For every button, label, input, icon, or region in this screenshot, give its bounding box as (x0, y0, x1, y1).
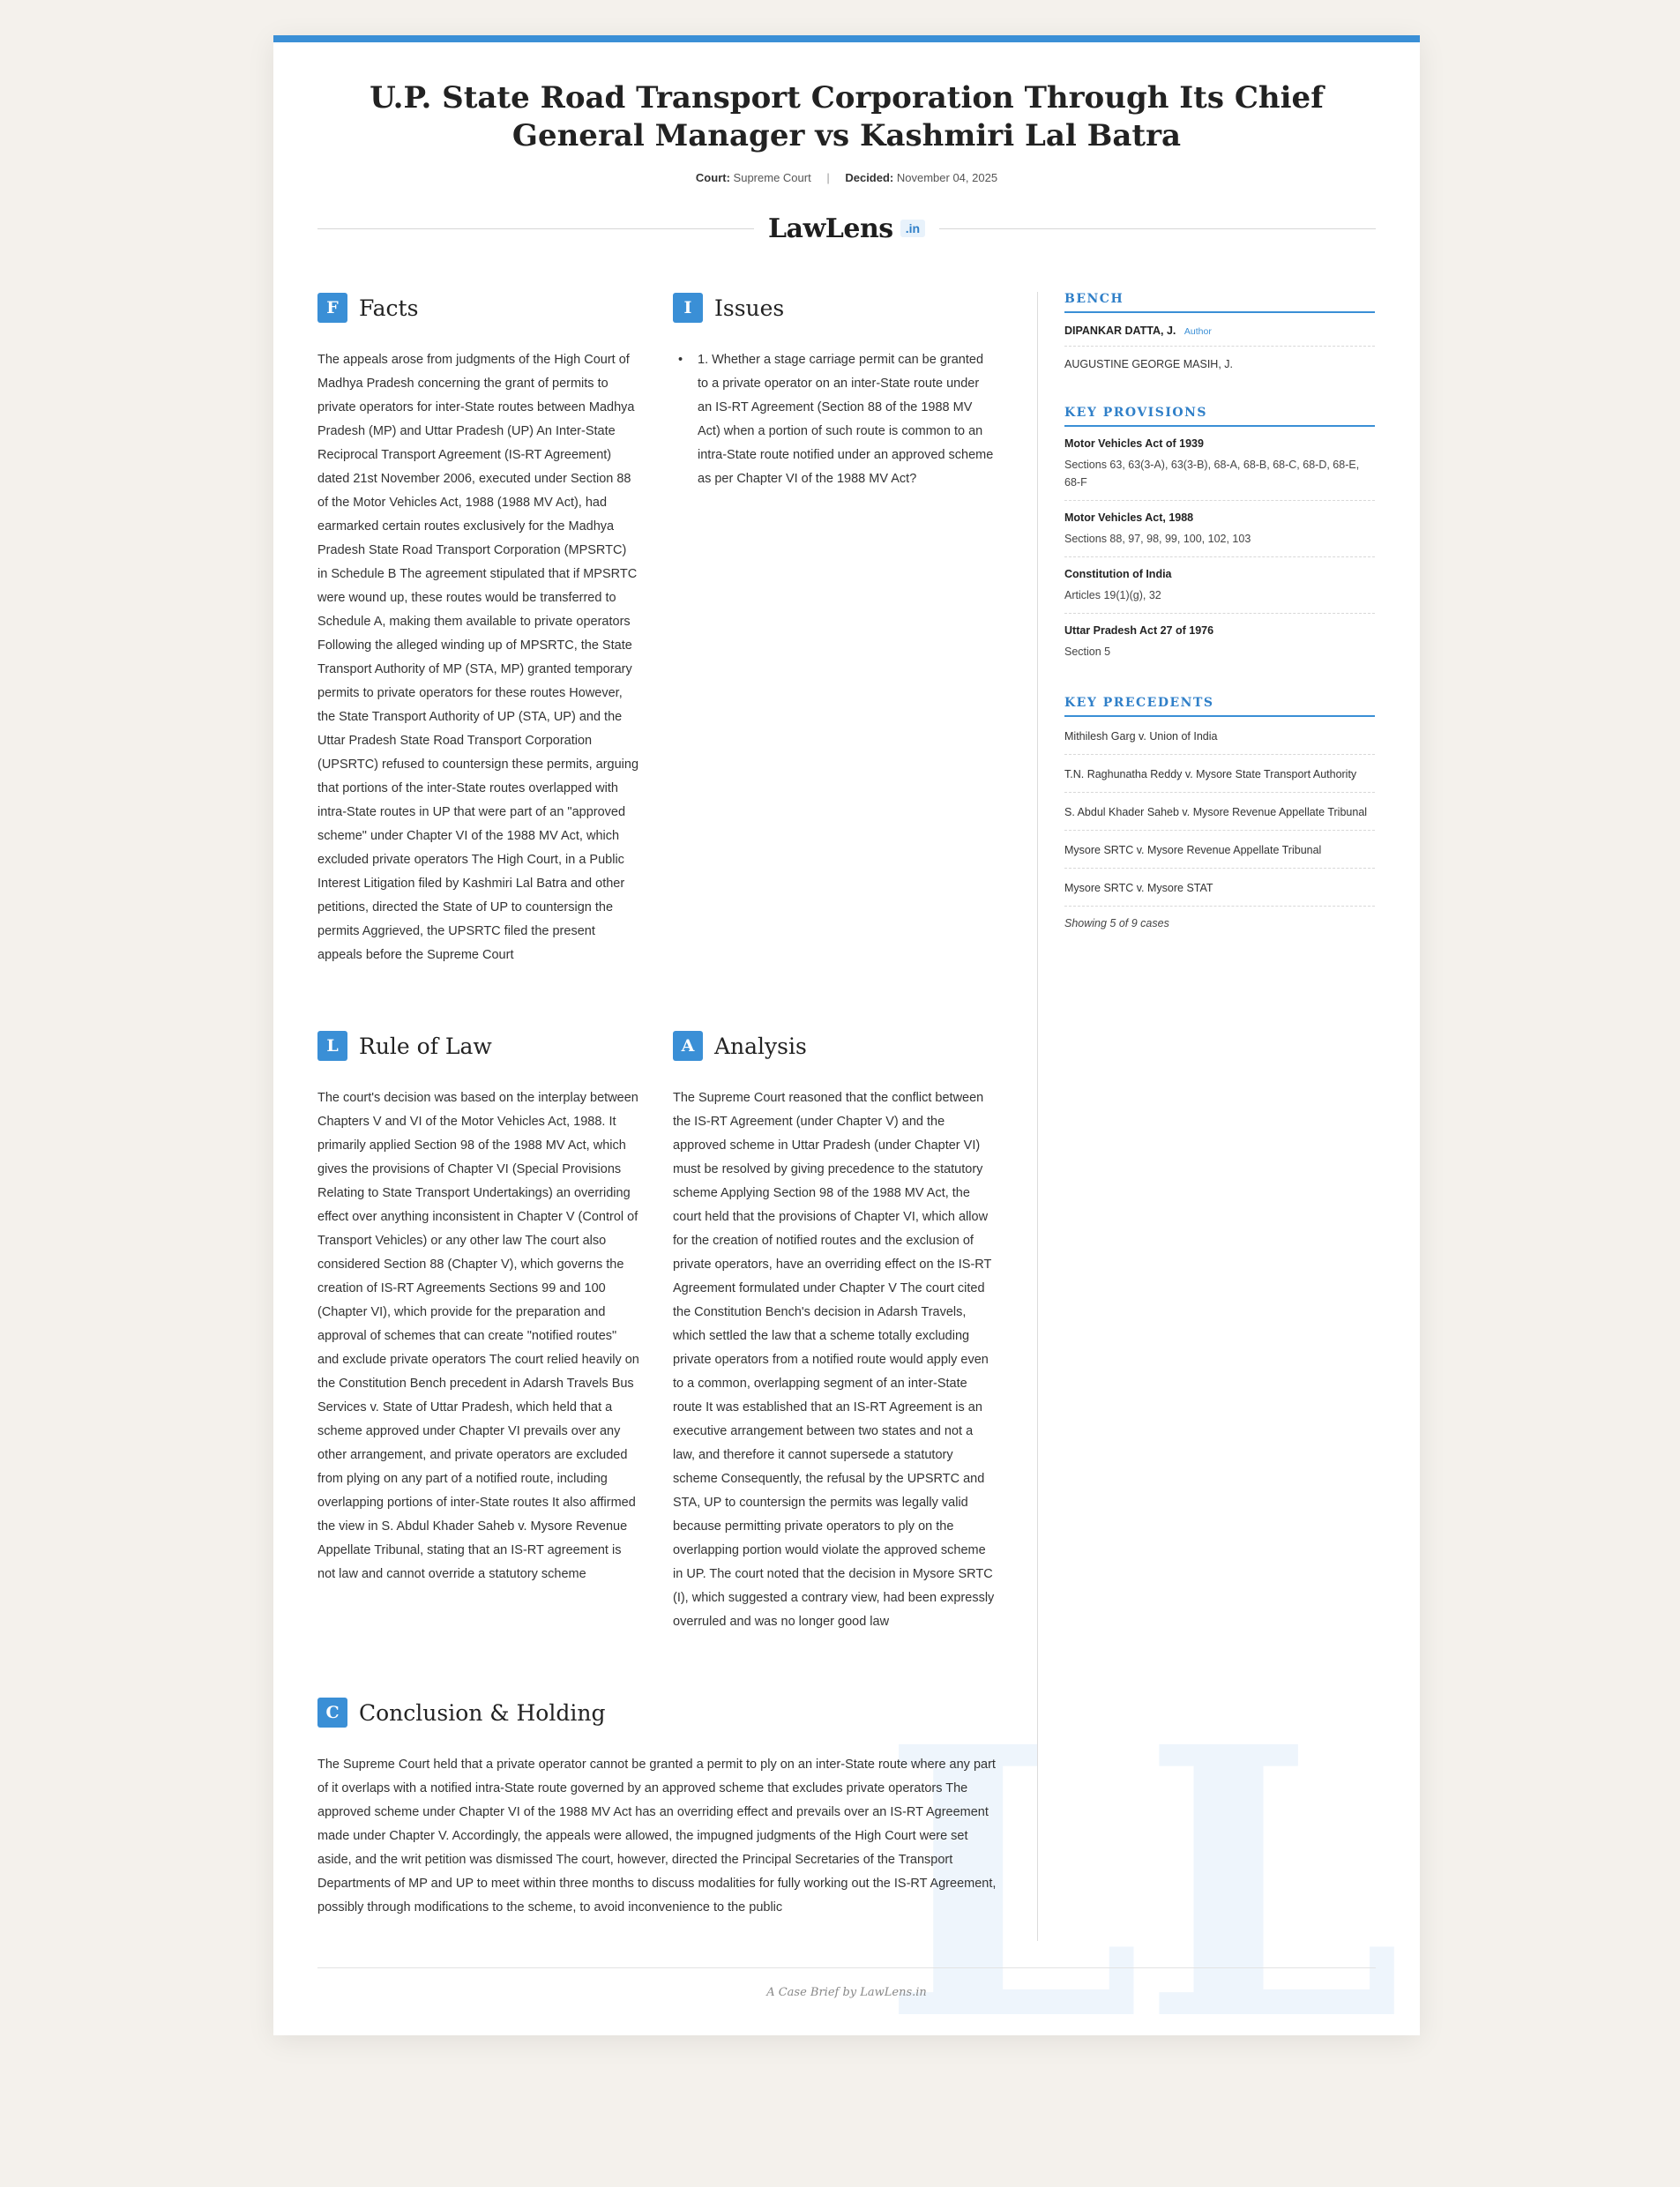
conclusion-badge: C (317, 1698, 347, 1728)
issue-item: • 1. Whether a stage carriage permit can be granted to a private operator on an inter-State route under an IS-RT Agreement (Section 88 of the 1988 MV Act) when a portion of such route is common to an intra-State route notified under an approved scheme as per Chapter VI of the 1988 MV Act? (678, 348, 995, 491)
precedent-item[interactable]: S. Abdul Khader Saheb v. Mysore Revenue Appellate Tribunal (1064, 793, 1375, 831)
case-brief-page (273, 35, 1420, 2035)
case-header (273, 42, 1420, 246)
provision-sections: Sections 88, 97, 98, 99, 100, 102, 103 (1064, 533, 1251, 545)
brand-tld: .in (900, 220, 925, 237)
brand-watermark: LL (881, 1668, 1402, 2035)
divider-right (939, 228, 1376, 229)
footer-credit: A Case Brief by LawLens.in (766, 1986, 927, 1999)
bench-heading: BENCH (1064, 292, 1375, 313)
court-label: Court: (695, 171, 730, 184)
judge-name: DIPANKAR DATTA, J. (1064, 325, 1176, 337)
brand-name: LawLens (767, 213, 893, 244)
analysis-text: The Supreme Court reasoned that the conflict between the IS-RT Agreement (under Chapter V) and the approved scheme in Uttar Pradesh (under Chapter VI) must be resolved by giving precedence to the statutory scheme Applying Section 98 of the 1988 MV Act, the court held that the provisions of Chapter VI, which allow for the creation of notified routes and the exclusion of private operators, have an overriding effect on the IS-RT Agreement formulated under Chapter V The court cited the Constitution Bench's decision in Adarsh Travels, which settled the law that a scheme totally excluding private operators from a notified route would apply even to a common, overlapping segment of an inter-State route It was established that an IS-RT Agreement is an executive arrangement between two states and not a law, and therefore it cannot supersede a statutory scheme Consequently, the refusal by the UPSRTC and STA, UP to countersign the permits was legally valid because permitting private operators to ply on the overlapping portion would violate the approved scheme in UP. The court noted that the decision in Mysore SRTC (I), which suggested a contrary view, had been expressly overruled and was no longer good law (673, 1091, 995, 1629)
decided-label: Decided: (845, 171, 894, 184)
analysis-title: Analysis (714, 1033, 807, 1059)
provision-sections: Section 5 (1064, 646, 1111, 658)
provision-item (1064, 427, 1375, 501)
issues-section (673, 292, 995, 491)
provisions-block (1064, 406, 1375, 669)
author-tag: Author (1183, 326, 1212, 337)
conclusion-text: The Supreme Court held that a private operator cannot be granted a permit to ply on an inter-State route where any part of it overlaps with a notified intra-State route governed by an approved scheme that excludes private operators The approved scheme under Chapter VI of the 1988 MV Act has an overriding effect and prevails over an IS-RT Agreement made under Chapter V. Accordingly, the appeals were allowed, the impugned judgments of the High Court were set aside, and the writ petition was dismissed The court, however, directed the Principal Secretaries of the Transport Departments of MP and UP to meet within three months to discuss modalities for fully working out the IS-RT Agreement, possibly through modifications to the scheme, to avoid inconvenience to the public (317, 1758, 997, 1915)
provision-item (1064, 557, 1375, 614)
facts-text: The appeals arose from judgments of the High Court of Madhya Pradesh concerning the grant of permits to private operators for inter-State routes between Madhya Pradesh (MP) and Uttar Pradesh (UP) An Inter-State Reciprocal Transport Agreement (IS-RT Agreement) dated 21st November 2006, executed under Section 88 of the Motor Vehicles Act, 1988 (1988 MV Act), had earmarked certain routes exclusively for the Madhya Pradesh State Road Transport Corporation (MPSRTC) in Schedule B The agreement stipulated that if MPSRTC were wound up, these routes would be transferred to Schedule A, making them available to private operators Following the alleged winding up of MPSRTC, the State Transport Authority of MP (STA, MP) granted temporary permits to private operators for these routes However, the State Transport Authority of UP (STA, UP) and the Uttar Pradesh State Road Transport Corporation (UPSRTC) refused to countersign these permits, arguing that portions of the inter-State routes overlapped with intra-State routes in UP that were part of an "approved scheme" under Chapter VI of the 1988 MV Act, which excluded private operators The High Court, in a Public Interest Litigation filed by Kashmiri Lal Batra and other petitions, directed the State of UP to countersign the permits Aggrieved, the UPSRTC filed the present appeals before the Supreme Court (317, 353, 639, 962)
sidebar (1037, 292, 1377, 1941)
rule-text: The court's decision was based on the interplay between Chapters V and VI of the Motor Vehicles Act, 1988. It primarily applied Section 98 of the 1988 MV Act, which gives the provisions of Chapter VI (Special Provisions Relating to State Transport Undertakings) an overriding effect over anything inconsistent in Chapter V (Control of Transport Vehicles) or any other law The court also considered Section 88 (Chapter V), which governs the creation of IS-RT Agreements Sections 99 and 100 (Chapter VI), which provide for the preparation and approval of schemes that can create "notified routes" and exclude private operators The court relied heavily on the Constitution Bench precedent in Adarsh Travels Bus Services v. State of Uttar Pradesh, which held that a scheme approved under Chapter VI prevails over any other arrangement, and private operators are excluded from plying on any part of a notified route, including overlapping portions of inter-State routes It also affirmed the view in S. Abdul Khader Saheb v. Mysore Revenue Appellate Tribunal, stating that an IS-RT agreement is not law and cannot override a statutory scheme (317, 1091, 639, 1581)
rule-header (317, 1030, 639, 1062)
bench-judge (1064, 313, 1375, 347)
facts-section (317, 292, 639, 967)
footer (317, 1967, 1376, 1999)
provision-act: Uttar Pradesh Act 27 of 1976 (1064, 624, 1214, 637)
case-title: U.P. State Road Transport Corporation Through Its Chief General Manager vs Kashmiri Lal Batra (370, 80, 1324, 153)
conclusion-section (317, 1697, 997, 1920)
meta-separator: | (826, 171, 830, 184)
analysis-badge: A (673, 1031, 703, 1061)
bench-block (1064, 292, 1375, 379)
divider-left (317, 228, 754, 229)
case-meta (273, 171, 1420, 184)
provision-sections: Articles 19(1)(g), 32 (1064, 589, 1161, 601)
precedents-block (1064, 696, 1375, 929)
conclusion-title: Conclusion & Holding (359, 1699, 606, 1726)
provision-sections: Sections 63, 63(3-A), 63(3-B), 68-A, 68-B, 68-C, 68-D, 68-E, 68-F (1064, 459, 1360, 489)
judge-name: AUGUSTINE GEORGE MASIH, J. (1064, 358, 1233, 370)
precedent-item[interactable]: Mithilesh Garg v. Union of India (1064, 717, 1375, 755)
analysis-header (673, 1030, 995, 1062)
analysis-section (673, 1030, 995, 1634)
court-value: Supreme Court (733, 171, 811, 184)
issues-title: Issues (714, 295, 785, 321)
brand-logo[interactable] (754, 213, 939, 244)
provision-item (1064, 614, 1375, 669)
facts-title: Facts (359, 295, 419, 321)
facts-header (317, 292, 639, 324)
precedents-heading: KEY PRECEDENTS (1064, 696, 1375, 717)
rule-badge: L (317, 1031, 347, 1061)
provisions-heading: KEY PROVISIONS (1064, 406, 1375, 427)
precedent-item[interactable]: Mysore SRTC v. Mysore Revenue Appellate Tribunal (1064, 831, 1375, 869)
precedents-count-note: Showing 5 of 9 cases (1064, 917, 1169, 929)
conclusion-header (317, 1697, 997, 1728)
provision-act: Constitution of India (1064, 568, 1172, 580)
rule-section (317, 1030, 639, 1586)
provision-item (1064, 501, 1375, 557)
precedent-item[interactable]: T.N. Raghunatha Reddy v. Mysore State Transport Authority (1064, 755, 1375, 793)
facts-badge: F (317, 293, 347, 323)
decided-value: November 04, 2025 (896, 171, 998, 184)
provision-act: Motor Vehicles Act of 1939 (1064, 437, 1204, 450)
brand-row (317, 211, 1376, 246)
issues-badge: I (673, 293, 703, 323)
precedent-item[interactable]: Mysore SRTC v. Mysore STAT (1064, 869, 1375, 907)
rule-title: Rule of Law (359, 1033, 492, 1059)
issues-list (673, 348, 995, 491)
provision-act: Motor Vehicles Act, 1988 (1064, 511, 1194, 524)
issues-header (673, 292, 995, 324)
bench-judge (1064, 347, 1375, 379)
